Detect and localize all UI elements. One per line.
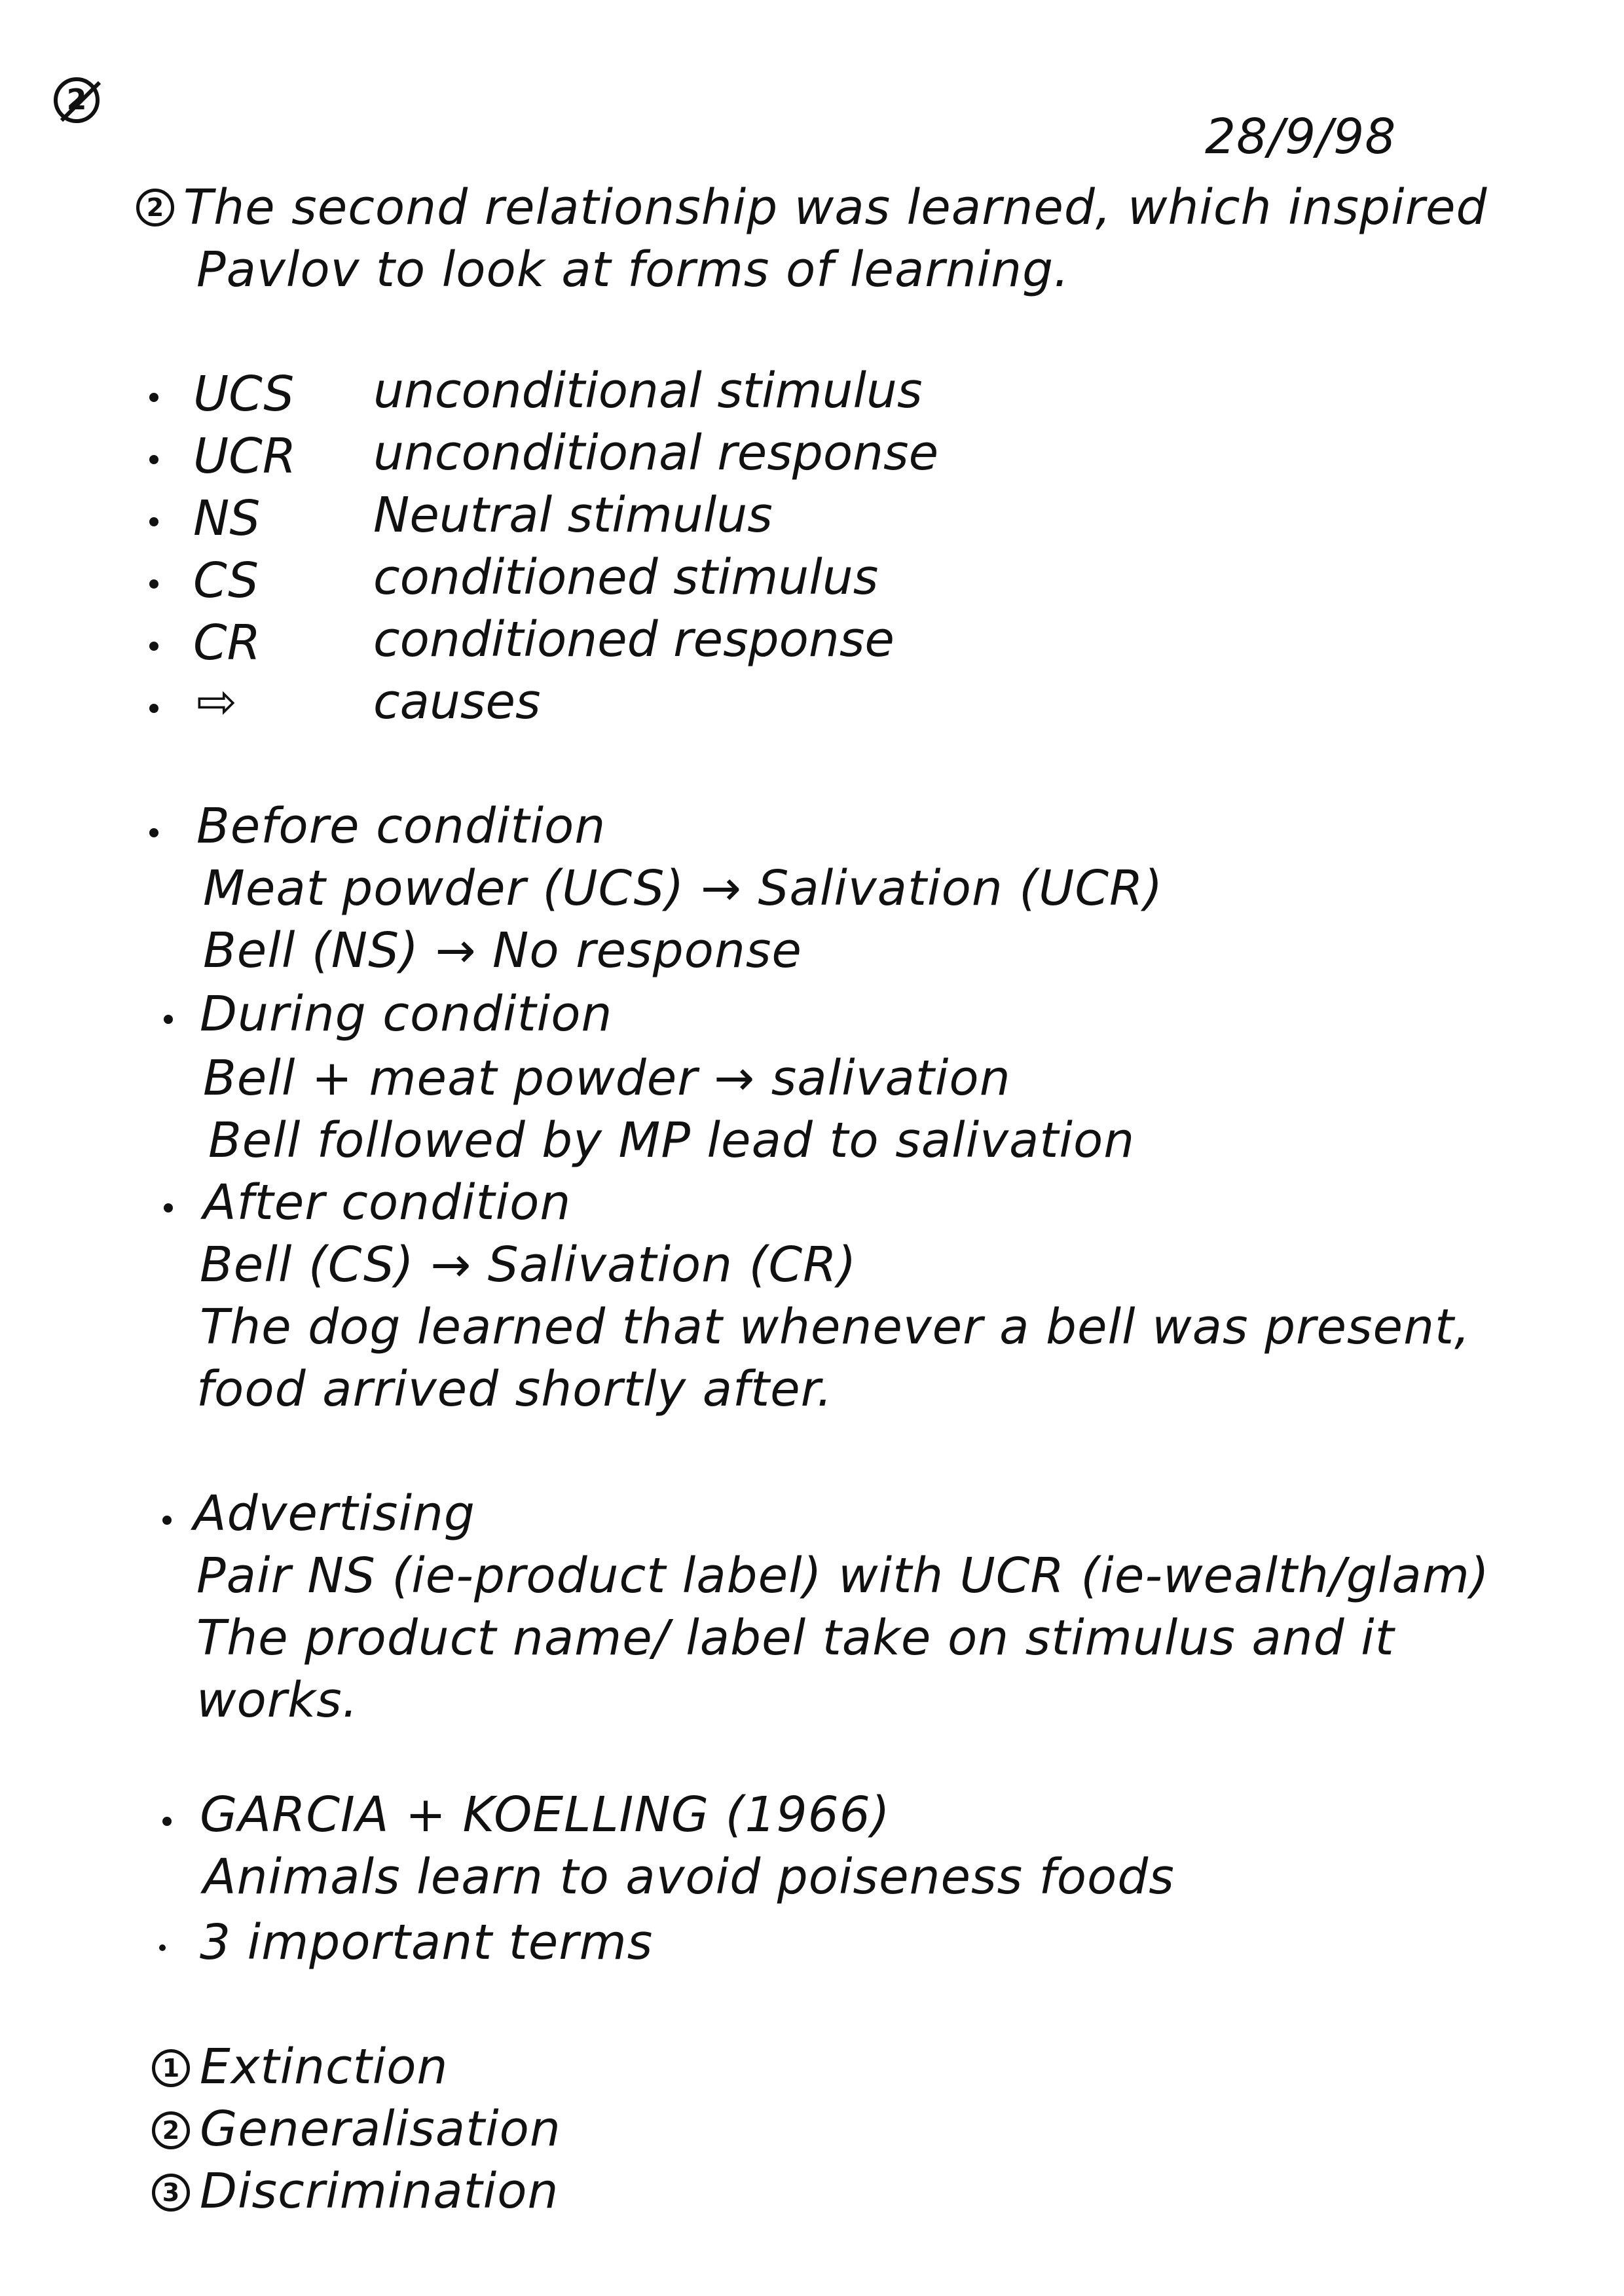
term-label: Discrimination <box>200 2163 559 2219</box>
note-date: 28/9/98 <box>1205 109 1397 165</box>
advertising-line-1: Pair NS (ie-product label) with UCR (ie-wealth/glam) <box>196 1548 1490 1604</box>
term-number: 1 <box>152 2049 190 2087</box>
glossary-def: unconditional stimulus <box>373 363 923 419</box>
glossary-def: unconditional response <box>373 425 939 481</box>
after-line-1: Bell (CS) → Salivation (CR) <box>200 1237 857 1293</box>
after-line-3: food arrived shortly after. <box>196 1361 833 1417</box>
bullet <box>149 393 158 402</box>
bullet <box>164 1203 173 1212</box>
term-number: 3 <box>152 2174 190 2212</box>
glossary-abbr: UCR <box>193 428 297 484</box>
advertising-line-3: works. <box>196 1672 359 1728</box>
bullet <box>162 1817 172 1826</box>
garcia-line-1: Animals learn to avoid poiseness foods <box>203 1849 1175 1905</box>
term-label: Extinction <box>200 2039 449 2095</box>
glossary-def: conditioned response <box>373 611 895 668</box>
intro-line-2: Pavlov to look at forms of learning. <box>196 242 1070 298</box>
bullet <box>149 579 158 589</box>
arrow-icon: ⇨ <box>196 674 238 730</box>
page-number: 2 <box>66 83 87 117</box>
bullet <box>149 455 158 464</box>
bullet <box>149 517 158 526</box>
glossary-def: causes <box>373 674 541 730</box>
before-line-2: Bell (NS) → No response <box>203 922 802 979</box>
glossary-abbr: CS <box>193 553 259 609</box>
after-line-2: The dog learned that whenever a bell was present, <box>200 1299 1471 1355</box>
advertising-line-2: The product name/ label take on stimulus and it <box>196 1610 1395 1666</box>
intro-number: 2 <box>136 189 174 227</box>
bullet <box>149 704 158 713</box>
during-heading: During condition <box>200 986 613 1042</box>
glossary-def: Neutral stimulus <box>373 487 773 543</box>
before-heading: Before condition <box>196 798 606 854</box>
glossary-abbr: UCS <box>193 366 295 422</box>
bullet <box>162 1516 172 1525</box>
terms-heading: 3 important terms <box>200 1914 654 1971</box>
bullet <box>149 642 158 651</box>
advertising-heading: Advertising <box>193 1485 475 1542</box>
intro-line-1: The second relationship was learned, which inspired <box>183 179 1488 236</box>
garcia-heading: GARCIA + KOELLING (1966) <box>200 1787 891 1843</box>
bullet <box>159 1944 166 1951</box>
before-line-1: Meat powder (UCS) → Salivation (UCR) <box>203 860 1164 917</box>
after-heading: After condition <box>203 1175 572 1231</box>
page-number-marker <box>54 77 100 123</box>
during-line-1: Bell + meat powder → salivation <box>203 1050 1011 1106</box>
during-line-2: Bell followed by MP lead to salivation <box>208 1112 1135 1169</box>
bullet <box>149 828 158 837</box>
term-label: Generalisation <box>200 2101 561 2157</box>
glossary-def: conditioned stimulus <box>373 549 879 606</box>
glossary-abbr: CR <box>193 615 261 671</box>
glossary-abbr: NS <box>193 490 261 547</box>
term-number: 2 <box>152 2111 190 2149</box>
bullet <box>164 1015 173 1024</box>
